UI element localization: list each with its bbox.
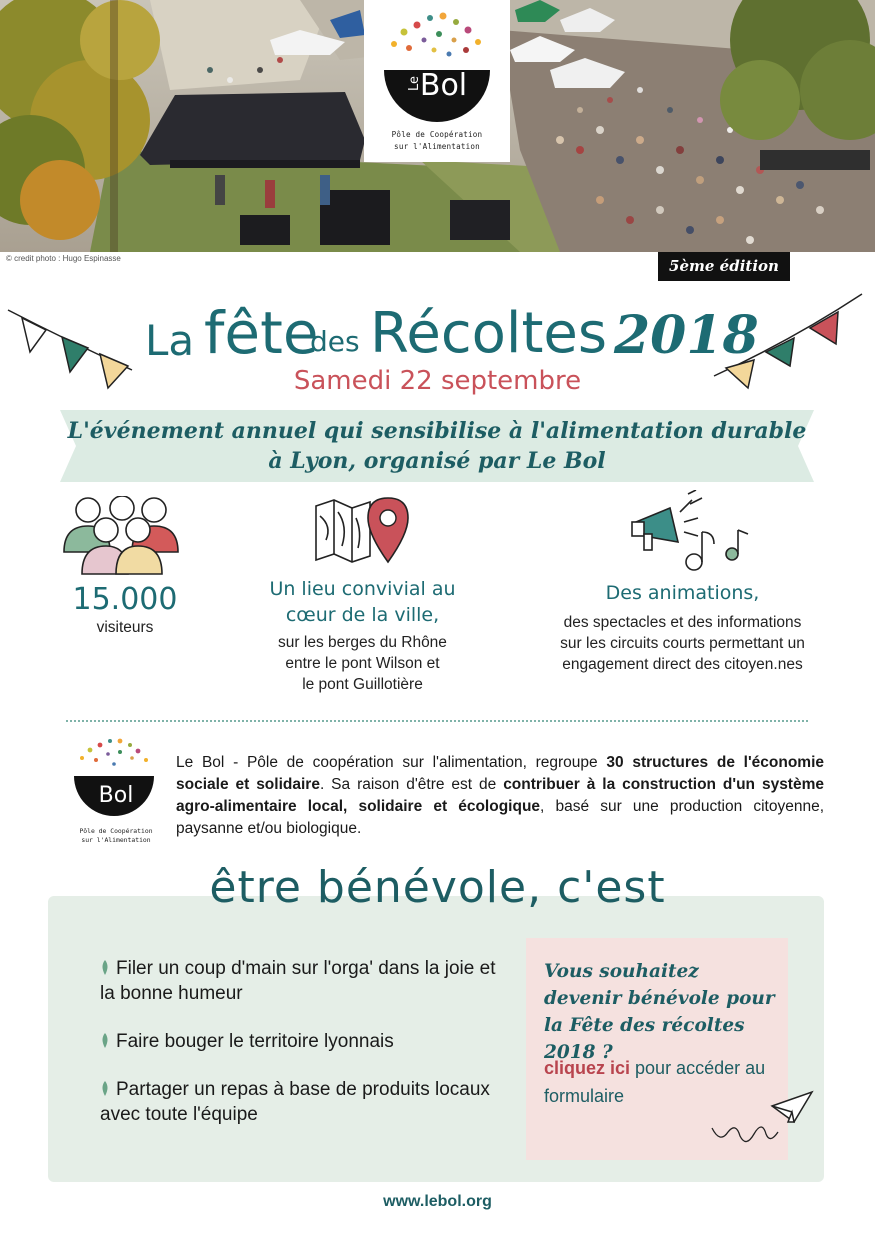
dotted-divider — [66, 720, 808, 722]
animations-head: Des animations, — [605, 582, 760, 604]
place-head-1: Un lieu convivial au — [269, 578, 456, 600]
about-text-2: . Sa raison d'être est de — [319, 776, 504, 793]
volunteer-title: être bénévole, c'est — [209, 862, 666, 913]
logo-le: Le — [406, 75, 422, 92]
title-year: 2018 — [614, 305, 759, 366]
animations-body-2: sur les circuits courts permettant un — [560, 635, 805, 652]
tagline-banner — [60, 410, 814, 482]
animations-body-3: engagement direct des citoyen.nes — [562, 656, 803, 673]
leaf-icon — [100, 960, 110, 975]
about-text-1: Le Bol - Pôle de coopération sur l'alimentation, regroupe — [176, 754, 607, 771]
animations-body-1: des spectacles et des informations — [563, 614, 802, 631]
title-des: des — [310, 325, 360, 358]
logo-subtitle-2: sur l'Alimentation — [394, 142, 480, 151]
list-item — [100, 1029, 500, 1054]
logo-small-subtitle-2: sur l'Alimentation — [81, 836, 151, 844]
logo-bol: Bol — [419, 68, 468, 103]
list-item — [100, 956, 500, 1006]
event-title — [140, 290, 759, 367]
volunteer-item-1: Filer un coup d'main sur l'orga' dans la joie et la bonne humeur — [100, 958, 496, 1004]
volunteer-item-2: Faire bouger le territoire lyonnais — [116, 1031, 394, 1052]
people-icon — [60, 496, 180, 580]
tagline-line-1: L'événement annuel qui sensibilise à l'alimentation durable — [67, 418, 807, 444]
visitors-number: 15.000 — [72, 582, 178, 617]
about-bold-2: contribuer à la construction d'un système agro-alimentaire local, solidaire et écologique — [176, 776, 824, 815]
place-body-3: le pont Guillotière — [302, 676, 423, 693]
volunteer-item-3: Partager un repas à base de produits locaux avec toute l'équipe — [100, 1079, 490, 1125]
place-body-1: sur les berges du Rhône — [278, 634, 447, 651]
edition-badge: 5ème édition — [658, 252, 790, 281]
le-bol-logo-small — [70, 738, 160, 826]
feature-visitors — [40, 582, 210, 638]
about-text-3: , basé sur une production citoyenne, paysanne et/ou biologique. — [176, 798, 824, 837]
about-paragraph — [176, 752, 824, 840]
cta-question: Vous souhaitez devenir bénévole pour la Fête des récoltes 2018 ? — [544, 961, 775, 1063]
title-fete: fête — [204, 299, 319, 367]
place-body-2: entre le pont Wilson et — [285, 655, 440, 672]
logo-small-subtitle-1: Pôle de Coopération — [79, 827, 153, 835]
tagline-line-2: à Lyon, organisé par Le Bol — [268, 448, 606, 474]
volunteer-list — [100, 956, 500, 1150]
visitors-label: visiteurs — [96, 619, 154, 636]
footer-website-link[interactable]: www.lebol.org — [383, 1193, 492, 1210]
about-bold-1: 30 structures de l'économie sociale et solidaire — [176, 754, 824, 793]
logo-small-text: Bol — [98, 783, 134, 808]
event-date: Samedi 22 septembre — [293, 366, 582, 396]
megaphone-music-icon — [630, 490, 755, 584]
cta-rest: pour accéder au formulaire — [544, 1058, 766, 1106]
click-here-link[interactable]: cliquez ici — [544, 1058, 631, 1078]
leaf-icon — [100, 1081, 110, 1096]
le-bol-logo — [364, 0, 510, 162]
photo-credit: © credit photo : Hugo Espinasse — [6, 254, 121, 263]
logo-subtitle-1: Pôle de Coopération — [391, 130, 483, 139]
list-item — [100, 1077, 500, 1127]
place-head-2: cœur de la ville, — [285, 604, 440, 626]
feature-place — [240, 576, 485, 695]
feature-animations — [530, 580, 835, 675]
leaf-icon — [100, 1033, 110, 1048]
title-la: La — [145, 316, 195, 365]
title-recoltes: Récoltes — [370, 301, 608, 366]
map-pin-icon — [312, 496, 412, 570]
paper-plane-icon — [708, 1088, 818, 1154]
